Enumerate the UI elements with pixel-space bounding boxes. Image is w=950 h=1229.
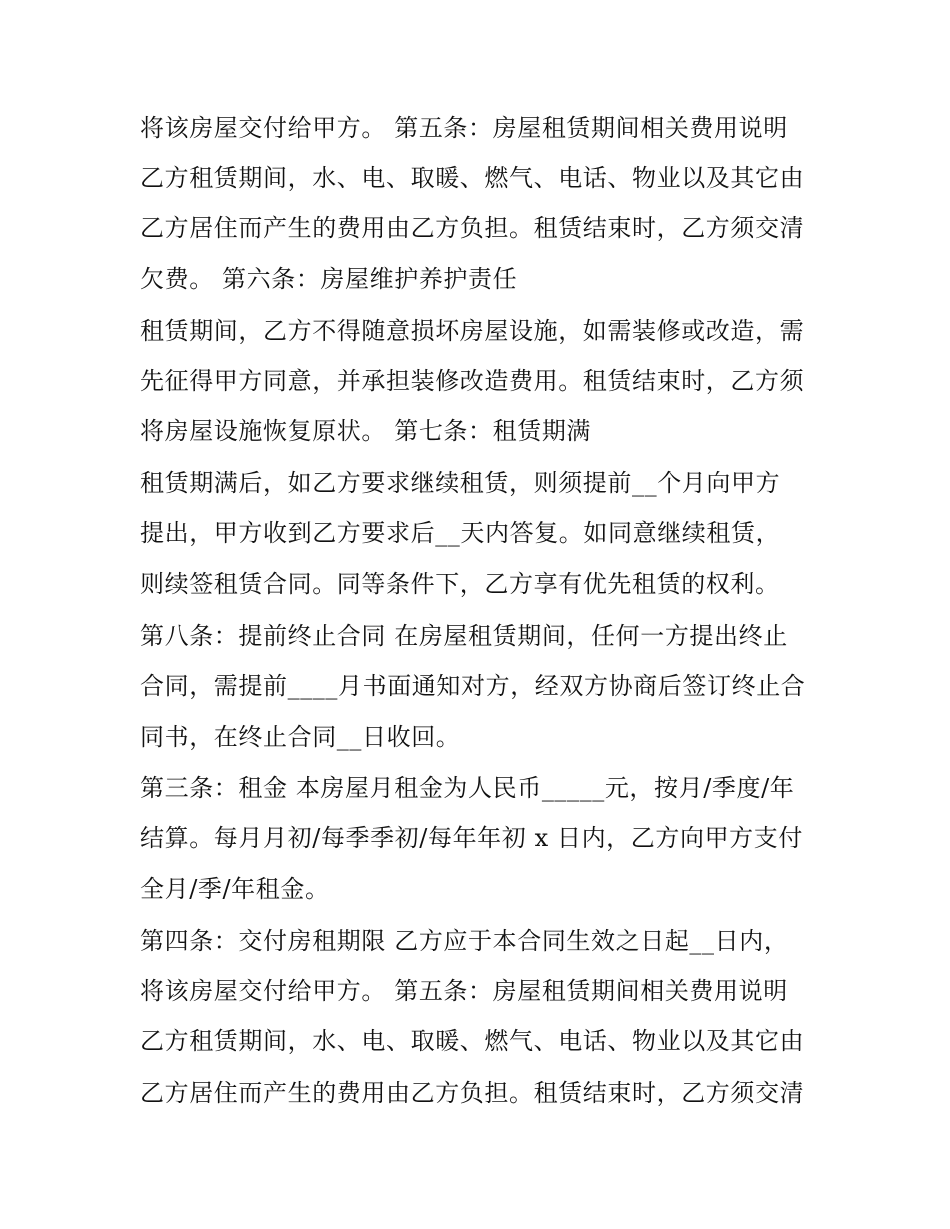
text-line: 乙方租赁期间，水、电、取暖、燃气、电话、物业以及其它由 [140, 1027, 805, 1055]
text-line: 乙方居住而产生的费用由乙方负担。租赁结束时，乙方须交清 [140, 214, 805, 242]
text-line: 第八条：提前终止合同 在房屋租赁期间，任何一方提出终止 [140, 622, 788, 650]
text-line: 将房屋设施恢复原状。 第七条：租赁期满 [140, 417, 592, 445]
text-line: 欠费。 第六条：房屋维护养护责任 [140, 265, 518, 293]
text-line: 乙方居住而产生的费用由乙方负担。租赁结束时，乙方须交清 [140, 1079, 805, 1107]
text-line: 提出，甲方收到乙方要求后__天内答复。如同意继续租赁， [140, 519, 781, 547]
text-line: 同书，在终止合同__日收回。 [140, 723, 461, 751]
text-line: 租赁期满后，如乙方要求继续租赁，则须提前__个月向甲方 [140, 469, 781, 497]
text-line: 将该房屋交付给甲方。 第五条：房屋租赁期间相关费用说明 [140, 977, 788, 1005]
text-line: 第四条：交付房租期限 乙方应于本合同生效之日起__日内， [140, 927, 789, 955]
text-line: 租赁期间，乙方不得随意损坏房屋设施，如需装修或改造，需 [140, 317, 805, 345]
text-line: 结算。每月月初/每季季初/每年年初 x 日内，乙方向甲方支付 [140, 824, 803, 852]
text-line: 乙方租赁期间，水、电、取暖、燃气、电话、物业以及其它由 [140, 164, 805, 192]
text-line: 将该房屋交付给甲方。 第五条：房屋租赁期间相关费用说明 [140, 114, 788, 142]
text-line: 则续签租赁合同。同等条件下，乙方享有优先租赁的权利。 [140, 570, 780, 598]
text-line: 全月/季/年租金。 [140, 875, 330, 903]
text-line: 先征得甲方同意，并承担装修改造费用。租赁结束时，乙方须 [140, 367, 805, 395]
text-line: 第三条：租金 本房屋月租金为人民币_____元，按月/季度/年 [140, 774, 795, 802]
text-line: 合同，需提前____月书面通知对方，经双方协商后签订终止合 [140, 672, 806, 700]
